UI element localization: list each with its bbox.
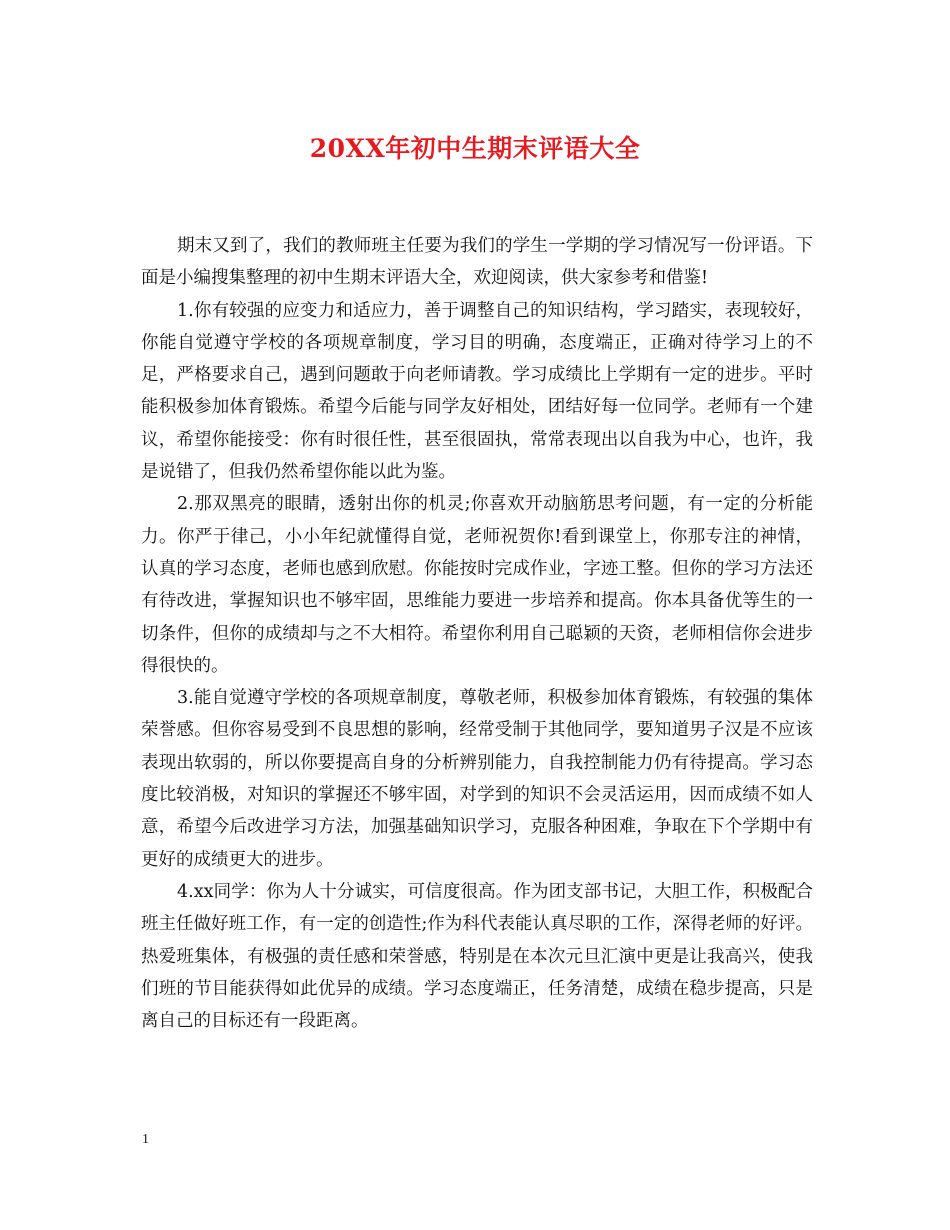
comment-paragraph-2: 2.那双黑亮的眼睛，透射出你的机灵;你喜欢开动脑筋思考问题，有一定的分析能力。你严于律己，小小年纪就懂得自觉，老师祝贺你!看到课堂上，你那专注的神情，认真的学习态度，老师也感到欣慰。你能按时完成作业，字迹工整。但你的学习方法还有待改进，掌握知识也不够牢固，思维能力要进一步培养和提高。你本具备优等生的一切条件，但你的成绩却与之不大相符。希望你利用自己聪颖的天资，老师相信你会进步得很快的。	[141, 494, 813, 676]
comment-paragraph-3: 3.能自觉遵守学校的各项规章制度，尊敬老师，积极参加体育锻炼，有较强的集体荣誉感。但你容易受到不良思想的影响，经常受制于其他同学，要知道男子汉是不应该表现出软弱的，所以你要提高自身的分析辨别能力，自我控制能力仍有待提高。学习态度比较消极，对知识的掌握还不够牢固，对学到的知识不会灵活运用，因而成绩不如人意，希望今后改进学习方法，加强基础知识学习，克服各种困难，争取在下个学期中有更好的成绩更大的进步。	[141, 688, 813, 870]
document-body	[141, 230, 813, 1037]
page-number: 1	[142, 1132, 149, 1147]
intro-paragraph: 期末又到了，我们的教师班主任要为我们的学生一学期的学习情况写一份评语。下面是小编搜集整理的初中生期末评语大全，欢迎阅读，供大家参考和借鉴!	[141, 236, 813, 289]
document-title: 20XX年初中生期末评语大全	[309, 134, 641, 163]
comment-paragraph-1: 1.你有较强的应变力和适应力，善于调整自己的知识结构，学习踏实，表现较好，你能自觉遵守学校的各项规章制度，学习目的明确，态度端正，正确对待学习上的不足，严格要求自己，遇到问题敢于向老师请教。学习成绩比上学期有一定的进步。平时能积极参加体育锻炼。希望今后能与同学友好相处，团结好每一位同学。老师有一个建议，希望你能接受：你有时很任性，甚至很固执，常常表现出以自我为中心，也许，我是说错了，但我仍然希望你能以此为鉴。	[141, 300, 813, 483]
comment-paragraph-4: 4.xx同学：你为人十分诚实，可信度很高。作为团支部书记，大胆工作，积极配合班主任做好班工作，有一定的创造性;作为科代表能认真尽职的工作，深得老师的好评。热爱班集体，有极强的责任感和荣誉感，特别是在本次元旦汇演中更是让我高兴，使我们班的节目能获得如此优异的成绩。学习态度端正，任务清楚，成绩在稳步提高，只是离自己的目标还有一段距离。	[141, 881, 813, 1032]
